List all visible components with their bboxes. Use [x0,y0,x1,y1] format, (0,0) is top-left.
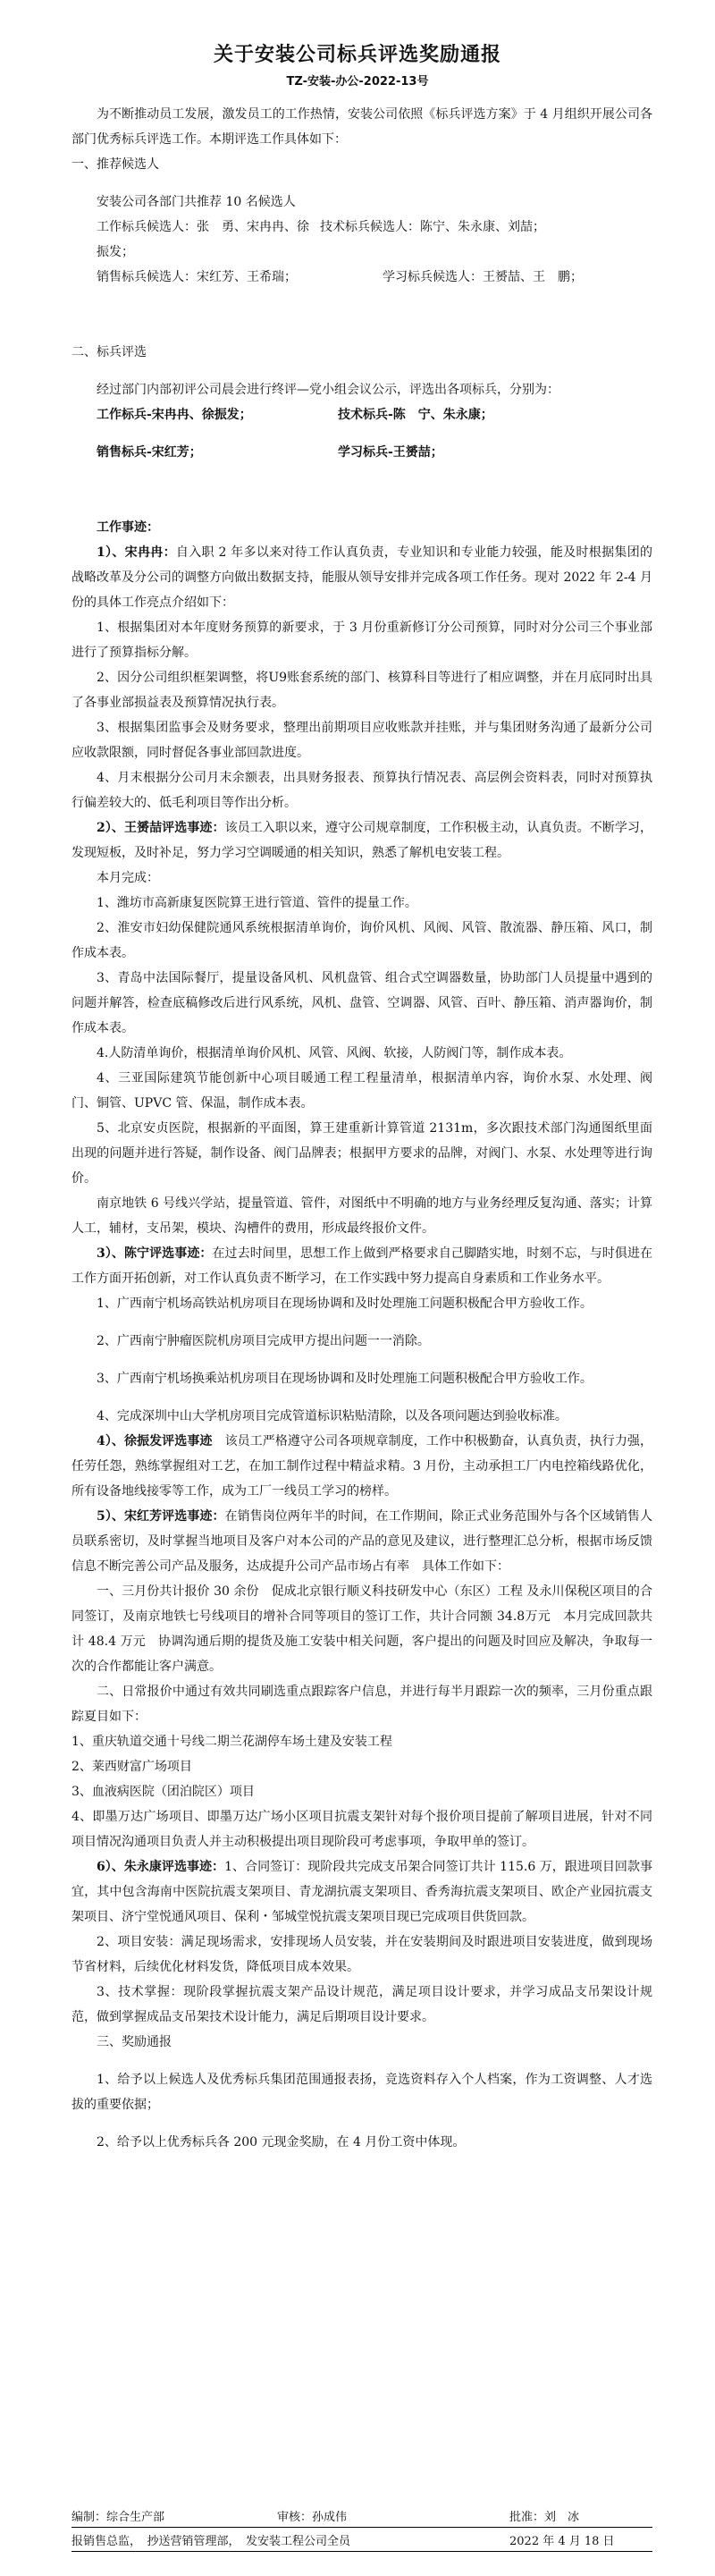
deed-3-item: 3、广西南宁机场换乘站机房项目在现场协调和及时处理施工问题积极配合甲方验收工作。 [97,1372,593,1386]
winner-row-2 [72,440,652,465]
deed-3-text: 在过去时间里，思想工作上做到严格要求自己脚踏实地，时刻不忘，与时俱进在工作方面开拓创新，对工作认真负责不断学习，在工作实践中努力提高自身素质和工作业务水平。 [72,1246,652,1286]
deed-5-list-item: 3、血液病医院（团泊院区）项目 [72,1785,255,1799]
document-body [72,102,652,2155]
deed-2-item: 5、北京安贞医院，根据新的平面图，算王建重新计算管道 2131m，多次跟技术部门沟通图纸里面出现的问题并进行答疑，制作设备、阀门品牌表；根据甲方要求的品牌，对阀门、水泵、水处理等进行询价。 [72,1121,652,1186]
footer-report-to: 报销售总监， 抄送营销管理部， 发安装工程公司全员 [72,2534,351,2548]
deed-6-item: 2、项目安装：满足现场需求，安排现场人员安装，并在安装期间及时跟进项目安装进度，做到现场节省材料，后续优化材料发货，降低项目成本效果。 [72,1935,652,1974]
deed-5-text: 在销售岗位两年半的时间，在工作期间，除正式业务范围外与各个区域销售人员联系密切，及时掌握当地项目及客户对本公司的产品的意见及建议，进行整理汇总分析，根据市场反馈信息不断完善公司产品及服务，达成提升公司产品市场占有率 具体工作如下： [72,1509,652,1574]
intro-paragraph: 为不断推动员工发展，激发员工的工作热情，安装公司依照《标兵评选方案》于 4 月组织开展公司各部门优秀标兵评选工作。本期评选工作具体如下： [72,107,652,147]
sales-winner: 销售标兵-宋红芳； [97,445,202,460]
deed-5-last: 4、即墨万达广场项目、即墨万达广场小区项目抗震支架针对每个报价项目提前了解项目进展，针对不同项目情况沟通项目负责人并主动积极提出项目现阶段可考虑事项，争取甲单的签订。 [72,1810,652,1849]
deed-2-text: 该员工入职以来，遵守公司规章制度，工作积极主动，认真负责。不断学习，发现短板，及时补足，努力学习空调暖通的相关知识，熟悉了解机电安装工程。 [72,821,652,860]
deed-3-item: 4、完成深圳中山大学机房项目完成管道标识粘贴清除，以及各项问题达到验收标准。 [97,1409,568,1423]
deed-4 [72,1429,652,1504]
deed-6 [72,1854,652,1930]
deed-2-item: 4.人防清单询价，根据清单询价风机、风管、风阀、软接，人防阀门等，制作成本表。 [97,1046,572,1060]
deed-1-lead: 1）、宋冉冉： [97,545,176,560]
winner-row-1 [72,402,652,427]
candidate-summary: 安装公司各部门共推荐 10 名候选人 [97,195,296,209]
document-footer [72,2504,652,2552]
deed-6-item: 3、技术掌握：现阶段掌握抗震支架产品设计规范，满足项目设计要求，并学习成品支吊架设计规范，做到掌握成品支吊架技术设计能力，满足后期项目设计要求。 [72,1985,652,2024]
candidate-row-2 [72,265,652,290]
deed-3-item: 2、广西南宁肿瘤医院机房项目完成甲方提出问题一一消除。 [97,1334,430,1348]
document-number: TZ-安装-办公-2022-13号 [286,75,429,89]
deed-1-item: 2、因分公司组织框架调整，将U9账套系统的部门、核算科目等进行了相应调整，并在月底同时出具了各事业部损益表及预算情况执行表。 [72,671,652,710]
deed-1-item: 4、月末根据分公司月末余额表，出具财务报表、预算执行情况表、高层例会资料表，同时对预算执行偏差较大的、低毛利项目等作出分析。 [72,771,652,810]
deed-5-list-item: 1、重庆轨道交通十号线二期兰花湖停车场土建及安装工程 [72,1735,392,1749]
reward-item-2: 2、给予以上优秀标兵各 200 元现金奖励，在 4 月份工资中体现。 [97,2135,466,2149]
deed-5-item: 一、三月份共计报价 30 余份 促成北京银行顺义科技研发中心（东区）工程 及永川保税区项目的合同签订，及南京地铁七号线项目的增补合同等项目的签订工作，共计合同额 34.8万元 本月完成回款共计 48.4 万元 协调沟通后期的提货及施工安装中相关问题，客户提出的问题及时回应及解决，争取每一次的合作都能让客户满意。 [72,1584,652,1674]
work-candidates: 工作标兵候选人：张 勇、宋冉冉、徐振发； [97,220,309,259]
work-winners: 工作标兵-宋冉冉、徐振发； [97,408,252,422]
deed-2-extra: 南京地铁 6 号线兴学站，提量管道、管件，对图纸中不明确的地方与业务经理反复沟通、落实；计算人工，辅材，支吊架，模块、沟槽件的费用，形成最终报价文件。 [72,1196,652,1236]
section-3-heading: 三、奖励通报 [97,2035,172,2049]
deed-2 [72,815,652,866]
study-candidates: 学习标兵候选人：王赟喆、王 鹏； [383,270,583,284]
deed-3-lead: 3）、陈宁评选事迹： [97,1246,213,1261]
footer-approver: 批准：刘 冰 [509,2510,580,2524]
tech-winners: 技术标兵-陈 宁、朱永康； [338,408,493,422]
deeds-heading: 工作事迹： [97,520,159,535]
section-2-heading: 二、标兵评选 [72,345,147,359]
deed-2-item: 4、三亚国际建筑节能创新中心项目暖通工程工程量清单，根据清单内容，询价水泵、水处理、阀门、铜管、UPVC 管、保温，制作成本表。 [72,1071,652,1111]
footer-signoff-row [72,2504,652,2527]
deed-3 [72,1241,652,1291]
candidate-row-1 [72,215,652,265]
deed-4-lead: 4）、徐振发评选事迹 [97,1434,213,1448]
deed-1 [72,540,652,615]
tech-candidates: 技术标兵候选人：陈宁、朱永康、刘喆； [320,220,545,234]
deed-5-lead: 5）、宋红芳评选事迹： [97,1509,225,1524]
deed-1-item: 3、根据集团监事会及财务要求，整理出前期项目应收账款并挂账，并与集团财务沟通了最新分公司应收款限额，同时督促各事业部回款进度。 [72,721,652,760]
deed-2-item: 3、青岛中法国际餐厅，提量设备风机、风机盘管、组合式空调器数量，协助部门人员提量中遇到的问题并解答，检查底稿修改后进行风系统，风机、盘管、空调器、风管、百叶、静压箱、消声器询价，制作成本表。 [72,971,652,1035]
deed-3-item: 1、广西南宁机场高铁站机房项目在现场协调和及时处理施工问题积极配合甲方验收工作。 [97,1296,593,1311]
deed-4-text: 该员工严格遵守公司各项规章制度，工作中积极勤奋，认真负责，执行力强，任劳任怨，熟练掌握组对工艺，在加工制作过程中精益求精。3 月份，主动承担工厂内电控箱线路优化，所有设备地线接零等工作，成为工厂一线员工学习的榜样。 [72,1434,652,1499]
deed-2-lead: 2）、王赟喆评选事迹： [97,821,225,835]
reward-item-1: 1、给予以上候选人及优秀标兵集团范围通报表扬，竞选资料存入个人档案，作为工资调整、人才选拔的重要依据； [72,2073,652,2112]
footer-date: 2022 年 4 月 18 日 [509,2534,615,2548]
document-title: 关于安装公司标兵评选奖励通报 [213,44,501,66]
footer-reviewer: 审核：孙成伟 [277,2510,348,2524]
deed-2-item: 1、潍坊市高新康复医院算王进行管道、管件的提量工作。 [97,896,417,910]
sales-candidates: 销售标兵候选人：宋红芳、王希瑞； [97,270,297,284]
study-winner: 学习标兵-王赟喆； [338,445,443,460]
deed-5 [72,1504,652,1579]
selection-summary: 经过部门内部初评公司晨会进行终评—党小组会议公示，评选出各项标兵，分别为： [97,383,559,397]
deed-5-list-item: 2、莱西财富广场项目 [72,1760,192,1774]
footer-distribution-row [72,2528,652,2551]
footer-bottom-line [72,2551,652,2552]
deed-2-item: 2、淮安市妇幼保健院通风系统根据清单询价，询价风机、风阀、风管、散流器、静压箱、风口，制作成本表。 [72,921,652,960]
section-1-heading: 一、推荐候选人 [72,157,159,172]
deed-6-text: 1、合同签订：现阶段共完成支吊架合同签订共计 115.6 万，跟进项目回款事宜，其中包含海南中医院抗震支架项目、青龙湖抗震支架项目、香秀海抗震支架项目、欧企产业园抗震支架项目、济宁堂悦通风项目、保利・邹城堂悦抗震支架项目现已完成项目供货回款。 [72,1860,652,1924]
deed-1-item: 1、根据集团对本年度财务预算的新要求，于 3 月份重新修订分公司预算，同时对分公司三个事业部进行了预算指标分解。 [72,621,652,660]
deed-2-sub: 本月完成： [97,871,159,885]
deed-6-lead: 6）、朱永康评选事迹： [97,1860,225,1874]
deed-1-text: 自入职 2 年多以来对待工作认真负责，专业知识和专业能力较强，能及时根据集团的战略改革及分公司的调整方向做出数据支持，能服从领导安排并完成各项工作任务。现对 2022 年 2-4 月份的具体工作亮点介绍如下： [72,545,652,610]
deed-5-item: 二、日常报价中通过有效共同刷选重点跟踪客户信息，并进行每半月跟踪一次的频率，三月份重点跟踪夏目如下： [72,1685,652,1724]
footer-editor: 编制：综合生产部 [72,2510,165,2524]
